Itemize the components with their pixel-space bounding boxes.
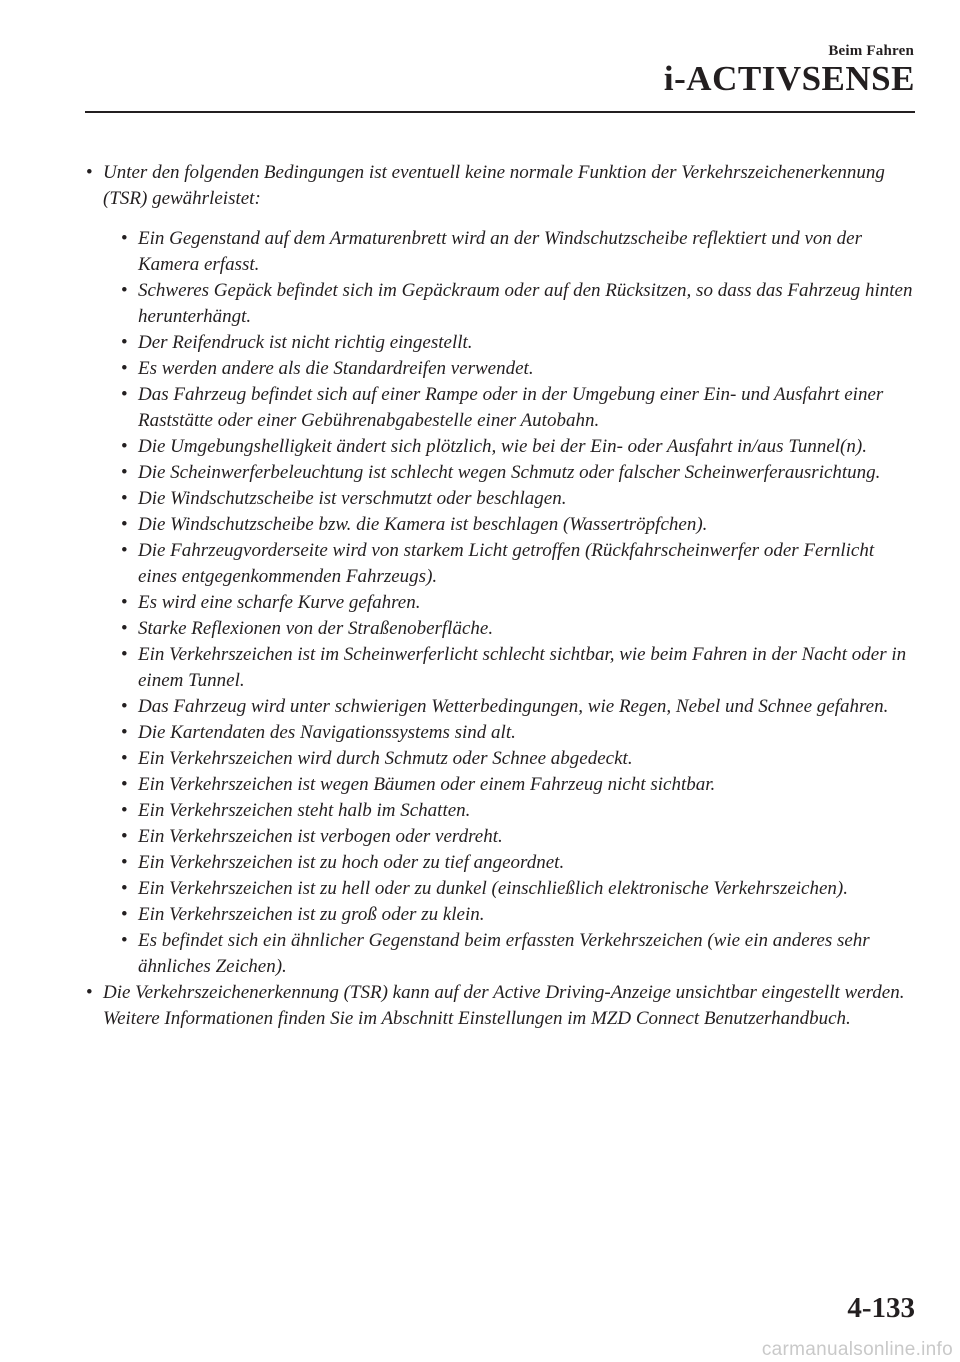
- bullet-icon: •: [121, 852, 128, 873]
- list-item-text: Die Windschutzscheibe ist verschmutzt oder beschlagen.: [138, 488, 567, 509]
- bullet-icon: •: [121, 930, 128, 951]
- page-title: i-ACTIVSENSE: [663, 59, 915, 98]
- list-item-text: Ein Verkehrszeichen ist zu groß oder zu klein.: [138, 904, 485, 925]
- list-item-text: Es wird eine scharfe Kurve gefahren.: [138, 592, 421, 613]
- bullet-icon: •: [121, 774, 128, 795]
- list-item-text: Die Scheinwerferbeleuchtung ist schlecht wegen Schmutz oder falscher Scheinwerferausrichtung.: [138, 462, 881, 483]
- list-item-text: Die Kartendaten des Navigationssystems sind alt.: [138, 722, 516, 743]
- section-label: Beim Fahren: [828, 43, 914, 59]
- header-divider: [85, 111, 915, 113]
- bullet-icon: •: [121, 280, 128, 301]
- list-item-text: Starke Reflexionen von der Straßenoberfläche.: [138, 618, 494, 639]
- list-item: [121, 798, 916, 824]
- list-item: [121, 356, 916, 382]
- list-item: [121, 928, 916, 980]
- list-item: [121, 694, 916, 720]
- list-item-text: Ein Verkehrszeichen steht halb im Schatten.: [138, 800, 471, 821]
- watermark: carmanualsonline.info: [761, 1339, 953, 1360]
- bullet-icon: •: [86, 982, 93, 1003]
- bullet-icon: •: [121, 358, 128, 379]
- list-item: [121, 330, 916, 356]
- conditions-list: [121, 226, 916, 980]
- list-item: [121, 746, 916, 772]
- bullet-icon: •: [121, 748, 128, 769]
- list-item: [121, 642, 916, 694]
- list-item: [121, 850, 916, 876]
- list-item: [121, 434, 916, 460]
- bullet-icon: •: [121, 878, 128, 899]
- list-item-text: Die Windschutzscheibe bzw. die Kamera ist beschlagen (Wassertröpfchen).: [138, 514, 708, 535]
- bullet-icon: •: [121, 800, 128, 821]
- note-more-text: Weitere Informationen finden Sie im Abschnitt Einstellungen im MZD Connect Benutzerhandbuch.: [103, 1008, 851, 1029]
- list-item: [121, 538, 916, 590]
- list-item-text: Ein Verkehrszeichen ist verbogen oder verdreht.: [138, 826, 503, 847]
- list-item: [121, 720, 916, 746]
- list-item-text: Ein Verkehrszeichen ist im Scheinwerferlicht schlecht sichtbar, wie beim Fahren in der Nacht oder in einem Tunnel.: [138, 644, 907, 691]
- bullet-icon: •: [121, 228, 128, 249]
- bullet-icon: •: [86, 162, 93, 183]
- list-item-text: Ein Verkehrszeichen ist zu hoch oder zu tief angeordnet.: [138, 852, 565, 873]
- page-number: 4-133: [847, 1292, 915, 1324]
- note-text: Die Verkehrszeichenerkennung (TSR) kann auf der Active Driving-Anzeige unsichtbar eingestellt werden.: [103, 982, 905, 1003]
- bullet-icon: •: [121, 332, 128, 353]
- bullet-icon: •: [121, 540, 128, 561]
- list-item-text: Das Fahrzeug wird unter schwierigen Wetterbedingungen, wie Regen, Nebel und Schnee gefahren.: [138, 696, 889, 717]
- bullet-icon: •: [121, 696, 128, 717]
- list-item-text: Der Reifendruck ist nicht richtig eingestellt.: [138, 332, 473, 353]
- list-item: [121, 382, 916, 434]
- bullet-icon: •: [121, 592, 128, 613]
- list-item: [121, 772, 916, 798]
- bullet-icon: •: [121, 826, 128, 847]
- bullet-icon: •: [121, 384, 128, 405]
- intro-item: [86, 160, 916, 980]
- list-item-text: Die Umgebungshelligkeit ändert sich plötzlich, wie bei der Ein- oder Ausfahrt in/aus Tunnel(n).: [138, 436, 867, 457]
- list-item-text: Ein Verkehrszeichen wird durch Schmutz oder Schnee abgedeckt.: [138, 748, 633, 769]
- bullet-icon: •: [121, 488, 128, 509]
- bullet-icon: •: [121, 618, 128, 639]
- list-item: [121, 460, 916, 486]
- note-item: [86, 980, 916, 1032]
- list-item-text: Ein Verkehrszeichen ist wegen Bäumen oder einem Fahrzeug nicht sichtbar.: [138, 774, 716, 795]
- list-item: [121, 824, 916, 850]
- bullet-icon: •: [121, 644, 128, 665]
- list-item: [121, 486, 916, 512]
- bullet-icon: •: [121, 462, 128, 483]
- main-content: [86, 160, 916, 1032]
- list-item: [121, 616, 916, 642]
- list-item: [121, 590, 916, 616]
- list-item: [121, 512, 916, 538]
- list-item: [121, 278, 916, 330]
- list-item-text: Das Fahrzeug befindet sich auf einer Rampe oder in der Umgebung einer Ein- und Ausfahrt einer Raststätte oder einer Gebührenabgabestelle einer Autobahn.: [138, 384, 884, 431]
- list-item: [121, 876, 916, 902]
- bullet-icon: •: [121, 722, 128, 743]
- bullet-icon: •: [121, 514, 128, 535]
- list-item-text: Ein Gegenstand auf dem Armaturenbrett wird an der Windschutzscheibe reflektiert und von der Kamera erfasst.: [138, 228, 863, 275]
- list-item: [121, 902, 916, 928]
- bullet-icon: •: [121, 904, 128, 925]
- bullet-icon: •: [121, 436, 128, 457]
- list-item: [121, 226, 916, 278]
- list-item-text: Es werden andere als die Standardreifen verwendet.: [138, 358, 534, 379]
- list-item-text: Ein Verkehrszeichen ist zu hell oder zu dunkel (einschließlich elektronische Verkehrszeichen).: [138, 878, 849, 899]
- list-item-text: Es befindet sich ein ähnlicher Gegenstand beim erfassten Verkehrszeichen (wie ein anderes sehr ähnliches Zeichen).: [138, 930, 870, 977]
- list-item-text: Die Fahrzeugvorderseite wird von starkem Licht getroffen (Rückfahrscheinwerfer oder Fernlicht eines entgegenkommenden Fahrzeugs).: [138, 540, 875, 587]
- list-item-text: Schweres Gepäck befindet sich im Gepäckraum oder auf den Rücksitzen, so dass das Fahrzeug hinten herunterhängt.: [138, 280, 913, 327]
- intro-text: Unter den folgenden Bedingungen ist eventuell keine normale Funktion der Verkehrszeichenerkennung (TSR) gewährleistet:: [103, 162, 885, 209]
